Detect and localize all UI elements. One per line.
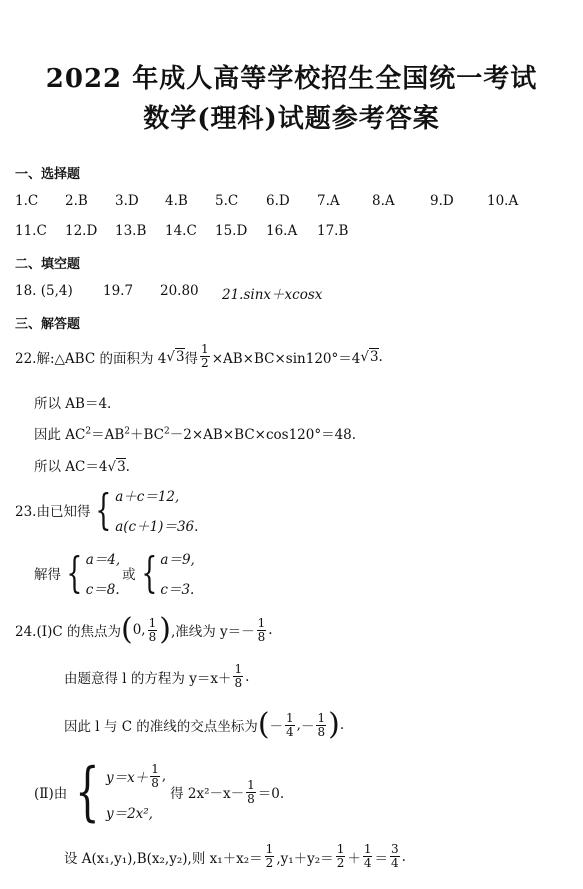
equation: y＝2x², (105, 805, 153, 822)
fraction-half: $\frac{1}{2}$ (201, 342, 209, 370)
text: ＋BC (130, 427, 165, 443)
period: . (378, 348, 383, 365)
q24-line-3: 因此 l 与 C 的准线的交点坐标为 ( － 1 4 , － 1 8 ) . (64, 707, 345, 742)
fraction: 3 4 (390, 842, 399, 870)
answer-7: 7.A (317, 193, 340, 209)
fraction: 1 2 (265, 842, 274, 870)
exponent: 2 (124, 426, 131, 437)
equation-system: { a＋c＝12, a(c＋1)＝36. (95, 485, 199, 535)
q22-number: 22.解: (15, 350, 55, 367)
q23-line-2 (34, 548, 195, 598)
answer-13: 13.B (115, 223, 147, 239)
solution-system-1: { a＝4, c＝8. (66, 548, 121, 598)
q24-line-1: 24.(Ⅰ)C 的焦点为 ( 0, 1 8 ) ,准线为 y＝－ 1 8 . (15, 612, 273, 647)
text: 或 (122, 567, 136, 583)
equation-system: { y＝x＋ 1 8 , y＝2x², (75, 755, 167, 829)
text: , (296, 717, 301, 733)
fraction: 1 8 (317, 710, 326, 739)
answer-12: 12.D (65, 223, 98, 239)
text: ＋ (347, 850, 361, 867)
text: － (269, 719, 284, 735)
sqrt-value: 3 (175, 349, 185, 365)
fraction: 1 2 (336, 842, 345, 870)
q22-area-text: △ABC 的面积为 4 (54, 350, 167, 367)
text: 得 2x²－x－ (170, 786, 245, 802)
q23-number: 23.由已知得 (15, 504, 91, 520)
q24-line-5 (64, 843, 406, 870)
q22-area-formula: ×AB×BC×sin120°＝4 (211, 350, 361, 367)
answer-8: 8.A (372, 193, 395, 209)
text: 设 A(x₁,y₁),B(x₂,y₂),则 x₁＋x₂＝ (64, 850, 263, 867)
period: . (339, 717, 345, 733)
answer-4: 4.B (165, 193, 188, 209)
text: 0, (132, 622, 146, 638)
q24-line-4 (34, 755, 285, 829)
period: . (401, 848, 406, 865)
text: 因此 l 与 C 的准线的交点坐标为 (64, 719, 258, 735)
equation: a＝4, (85, 552, 121, 568)
q24-line-2 (64, 663, 249, 690)
text: － (300, 719, 315, 735)
answer-16: 16.A (266, 223, 298, 239)
page-title-line2: 数学(理科)试题参考答案 (143, 104, 440, 134)
answer-19: 19.7 (103, 283, 134, 299)
q22-line-4: 所以 AC＝4√3. (34, 459, 130, 475)
q23-line-1 (15, 485, 198, 535)
answer-5: 5.C (215, 193, 239, 209)
answer-1: 1.C (15, 193, 39, 209)
solution-system-2: { a＝9, c＝3. (141, 548, 195, 598)
equation: a(c＋1)＝36. (115, 519, 199, 535)
exponent: 2 (164, 426, 170, 437)
answer-2: 2.B (65, 193, 88, 209)
answer-10: 10.A (487, 193, 519, 209)
answer-9: 9.D (430, 193, 454, 209)
answer-6: 6.D (266, 193, 290, 209)
text: ,y₁＋y₂＝ (276, 850, 334, 867)
exponent: 2 (85, 426, 92, 437)
equation: a＝9, (160, 552, 195, 568)
sqrt-value: 3 (117, 459, 126, 475)
equation: a＋c＝12, (115, 489, 180, 505)
q22-line-2: 所以 AB＝4. (34, 396, 112, 412)
fraction: 1 8 (247, 777, 255, 806)
text: (Ⅱ)由 (34, 786, 68, 802)
text: ＝0. (257, 786, 285, 802)
text: 由题意得 l 的方程为 y＝x＋ (64, 670, 232, 687)
answer-20: 20.80 (160, 283, 199, 299)
period: . (268, 622, 273, 638)
answer-3: 3.D (115, 193, 139, 209)
text: 因此 AC (34, 427, 86, 443)
period: . (125, 459, 130, 475)
answer-17: 17.B (317, 223, 349, 239)
sqrt-value: 3 (369, 349, 379, 365)
period: . (245, 668, 250, 685)
q22-de: 得 (184, 350, 199, 367)
q22-line-3 (34, 423, 356, 443)
text: ,准线为 y＝－ (170, 624, 255, 640)
text: , (161, 768, 167, 784)
fraction: 1 8 (151, 761, 159, 790)
text: ＝AB (91, 427, 125, 443)
fraction: 1 8 (148, 615, 157, 644)
answer-18: 18. (5,4) (15, 283, 73, 299)
equation: c＝8. (85, 582, 120, 598)
section-heading-solve: 三、解答题 (15, 317, 81, 332)
text: 所以 AC＝4 (34, 459, 108, 475)
section-heading-choice: 一、选择题 (15, 167, 81, 182)
fraction: 1 8 (234, 662, 243, 690)
equation: y＝x＋ (105, 770, 149, 786)
fraction: 1 4 (286, 710, 294, 739)
text: －2×AB×BC×cos120°＝48. (169, 427, 357, 443)
text: ＝ (374, 850, 388, 867)
fraction: 1 8 (257, 615, 266, 644)
page-title-line1: 2022 年成人高等学校招生全国统一考试 (45, 64, 538, 94)
equation: c＝3. (160, 582, 195, 598)
text: 解得 (34, 567, 61, 583)
answer-14: 14.C (165, 223, 197, 239)
section-heading-fill: 二、填空题 (15, 257, 81, 272)
answer-15: 15.D (215, 223, 248, 239)
answer-21: 21.sinx＋xcosx (222, 287, 323, 303)
q24-number: 24.(Ⅰ)C 的焦点为 (15, 624, 121, 640)
answer-11: 11.C (15, 223, 47, 239)
q22-line-1: 22.解: △ABC 的面积为 4 √ 3 得 $\frac{1}{2}$ ×AB×BC×sin120°＝4 √ 3 . (15, 342, 383, 370)
fraction: 1 4 (363, 842, 372, 870)
